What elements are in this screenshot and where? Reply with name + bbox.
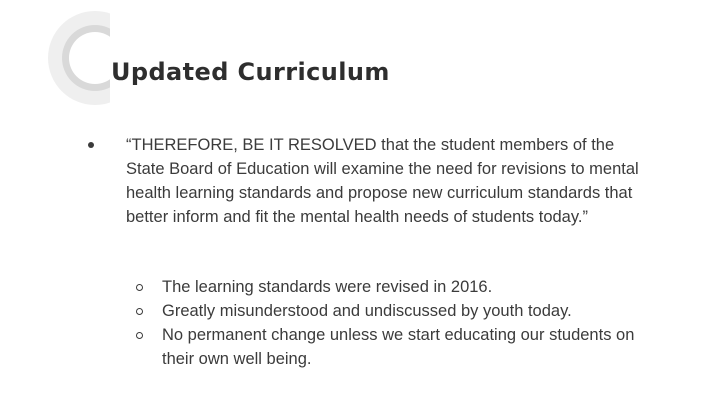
hollow-bullet-icon — [136, 284, 143, 291]
list-item — [134, 299, 654, 323]
sub-bullet-text: The learning standards were revised in 2016. — [162, 278, 493, 296]
slide-title: Updated Curriculum — [111, 58, 390, 86]
corner-circle-decoration — [0, 0, 110, 110]
bullet-dot-icon — [88, 142, 94, 148]
list-item — [134, 323, 654, 371]
sub-bullet-text: Greatly misunderstood and undiscussed by youth today. — [162, 302, 572, 320]
sub-bullet-list — [134, 275, 654, 371]
list-item — [134, 275, 654, 299]
hollow-bullet-icon — [136, 332, 143, 339]
sub-bullet-text: No permanent change unless we start educating our students on their own well being. — [162, 326, 635, 368]
quote-text: “THEREFORE, BE IT RESOLVED that the student members of the State Board of Education will examine the need for revisions to mental health learning standards and propose new curriculum standards that better inform and fit the mental health needs of students today.” — [126, 136, 639, 226]
resolution-quote — [88, 133, 648, 229]
hollow-bullet-icon — [136, 308, 143, 315]
slide-body — [88, 133, 648, 229]
